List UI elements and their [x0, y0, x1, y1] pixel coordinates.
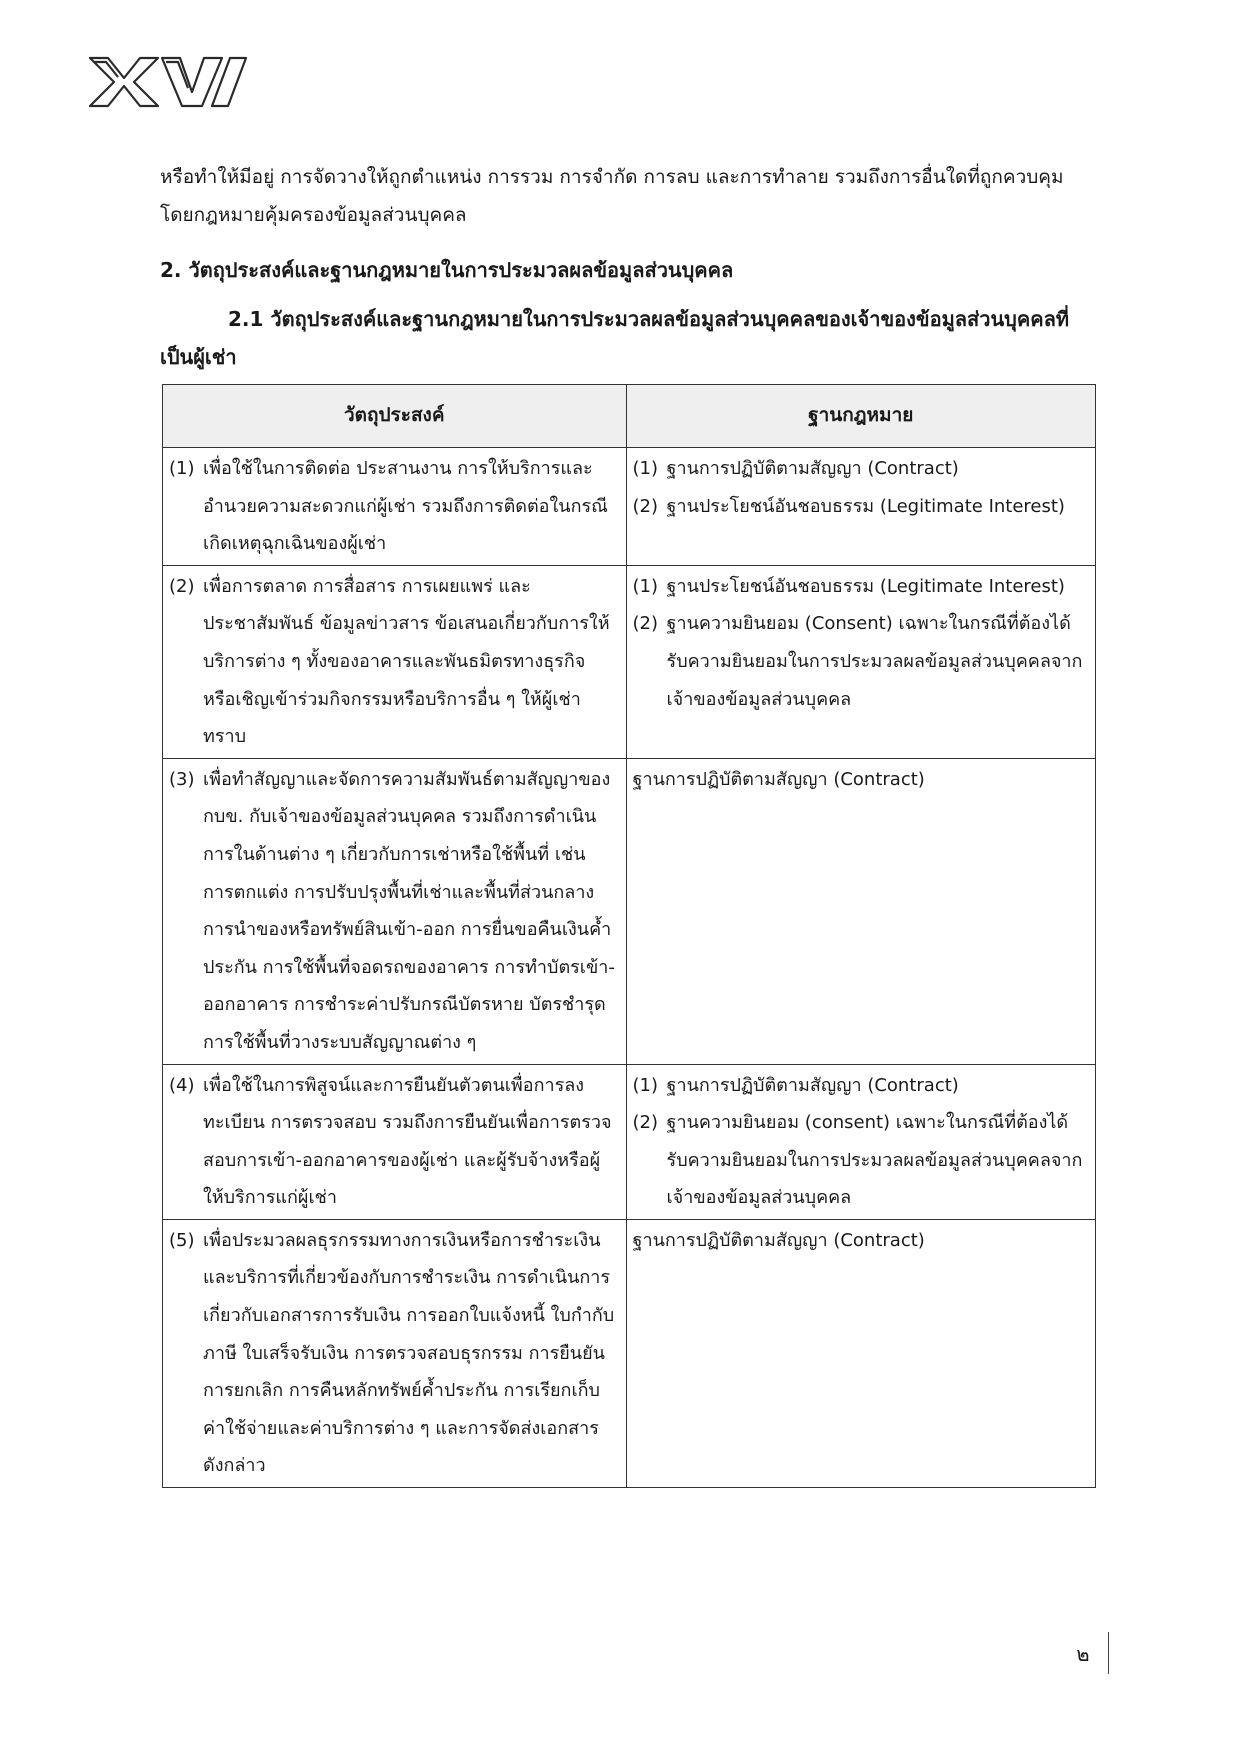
purpose-text: เพื่อการตลาด การสื่อสาร การเผยแพร่ และประชาสัมพันธ์ ข้อมูลข่าวสาร ข้อเสนอเกี่ยวกับการให้บริการต่าง ๆ ทั้งของอาคารและพันธมิตรทางธุรกิจ หรือเชิญเข้าร่วมกิจกรรมหรือบริการอื่น ๆ ให้ผู้เช่าทราบ	[203, 575, 610, 748]
legal-basis-item	[633, 1104, 1087, 1217]
legal-basis-item	[633, 568, 1087, 606]
legal-basis-item	[633, 450, 1087, 488]
purpose-cell	[163, 1064, 627, 1219]
page-number: ๒	[1076, 1642, 1090, 1666]
legal-basis-cell	[626, 565, 1095, 758]
purpose-number: (5)	[169, 1229, 195, 1251]
legal-basis-text: ฐานการปฏิบัติตามสัญญา (Contract)	[666, 1074, 959, 1096]
purpose-cell	[163, 448, 627, 566]
legal-basis-number: (1)	[632, 458, 659, 479]
purpose-number: (2)	[169, 575, 195, 597]
purpose-number: (4)	[169, 1074, 195, 1096]
purpose-number: (3)	[169, 768, 195, 790]
legal-basis-cell	[626, 1064, 1095, 1219]
purpose-text: เพื่อประมวลผลธุรกรรมทางการเงินหรือการชำระเงิน และบริการที่เกี่ยวข้องกับการชำระเงิน การดำเนินการเกี่ยวกับเอกสารการรับเงิน การออกใบแจ้งหนี้ ใบกำกับภาษี ใบเสร็จรับเงิน การตรวจสอบธุรกรรม การยืนยัน การยกเลิก การคืนหลักทรัพย์ค้ำประกัน การเรียกเก็บค่าใช้จ่ายและค่าบริการต่าง ๆ และการจัดส่งเอกสารดังกล่าว	[203, 1229, 615, 1477]
legal-basis-text: ฐานการปฏิบัติตามสัญญา (Contract)	[666, 458, 959, 479]
table-header-row	[163, 385, 1096, 448]
legal-basis-text: ฐานการปฏิบัติตามสัญญา (Contract)	[632, 1229, 925, 1251]
table-row	[163, 758, 1096, 1064]
legal-basis-number: (2)	[632, 495, 659, 517]
legal-basis-number: (2)	[632, 1112, 659, 1134]
legal-basis-text: ฐานประโยชน์อันชอบธรรม (Legitimate Interest)	[666, 495, 1065, 517]
sub-heading: 2.1 วัตถุประสงค์และฐานกฎหมายในการประมวลผลข้อมูลส่วนบุคคลของเจ้าของข้อมูลส่วนบุคคลที่เป็นผู้เช่า	[160, 307, 1070, 369]
purpose-cell	[163, 758, 627, 1064]
legal-basis-item	[633, 1222, 1087, 1260]
header-legal-basis: ฐานกฎหมาย	[626, 385, 1095, 448]
purpose-cell	[163, 1219, 627, 1487]
legal-basis-number: (1)	[632, 1074, 659, 1096]
table-row	[163, 1064, 1096, 1219]
section-heading: 2. วัตถุประสงค์และฐานกฎหมายในการประมวลผลข้อมูลส่วนบุคคล	[160, 258, 734, 282]
purposes-table	[162, 384, 1096, 1488]
purpose-text: เพื่อใช้ในการติดต่อ ประสานงาน การให้บริการและอำนวยความสะดวกแก่ผู้เช่า รวมถึงการติดต่อในกรณีเกิดเหตุฉุกเฉินของผู้เช่า	[203, 458, 608, 555]
purpose-number: (1)	[169, 458, 195, 479]
header-purpose: วัตถุประสงค์	[163, 385, 627, 448]
legal-basis-cell	[626, 1219, 1095, 1487]
intro-paragraph	[160, 158, 1100, 234]
legal-basis-item	[633, 605, 1087, 718]
table-row	[163, 1219, 1096, 1487]
legal-basis-cell	[626, 758, 1095, 1064]
legal-basis-item	[633, 1067, 1087, 1105]
purpose-cell	[163, 565, 627, 758]
legal-basis-text: ฐานความยินยอม (consent) เฉพาะในกรณีที่ต้องได้รับความยินยอมในการประมวลผลข้อมูลส่วนบุคคลจากเจ้าของข้อมูลส่วนบุคคล	[666, 1112, 1083, 1209]
purpose-text: เพื่อทำสัญญาและจัดการความสัมพันธ์ตามสัญญาของ กบข. กับเจ้าของข้อมูลส่วนบุคคล รวมถึงการดำเนินการในด้านต่าง ๆ เกี่ยวกับการเช่าหรือใช้พื้นที่ เช่น การตกแต่ง การปรับปรุงพื้นที่เช่าและพื้นที่ส่วนกลาง การนำของหรือทรัพย์สินเข้า-ออก การยื่นขอคืนเงินค้ำประกัน การใช้พื้นที่จอดรถของอาคาร การทำบัตรเข้า-ออกอาคาร การชำระค่าปรับกรณีบัตรหาย บัตรชำรุด การใช้พื้นที่วางระบบสัญญาณต่าง ๆ	[203, 768, 615, 1053]
legal-basis-text: ฐานความยินยอม (Consent) เฉพาะในกรณีที่ต้องได้รับความยินยอมในการประมวลผลข้อมูลส่วนบุคคลจากเจ้าของข้อมูลส่วนบุคคล	[666, 613, 1083, 710]
legal-basis-item	[633, 761, 1087, 799]
table-row	[163, 448, 1096, 566]
legal-basis-cell	[626, 448, 1095, 566]
intro-line-1: หรือทำให้มีอยู่ การจัดวางให้ถูกตำแหน่ง การรวม การจำกัด การลบ และการทำลาย รวมถึงการอื่นใดที่ถูกควบคุม	[160, 166, 1064, 188]
legal-basis-text: ฐานประโยชน์อันชอบธรรม (Legitimate Interest)	[666, 575, 1065, 597]
legal-basis-number: (1)	[632, 575, 659, 597]
legal-basis-number: (2)	[632, 613, 659, 635]
page-number-divider	[1108, 1632, 1109, 1674]
legal-basis-item	[633, 488, 1087, 526]
intro-line-2: โดยกฎหมายคุ้มครองข้อมูลส่วนบุคคล	[160, 204, 467, 226]
purpose-text: เพื่อใช้ในการพิสูจน์และการยืนยันตัวตนเพื่อการลงทะเบียน การตรวจสอบ รวมถึงการยืนยันเพื่อการตรวจสอบการเข้า-ออกอาคารของผู้เช่า และผู้รับจ้างหรือผู้ให้บริการแก่ผู้เช่า	[203, 1074, 612, 1209]
organization-logo	[88, 52, 248, 108]
table-row	[163, 565, 1096, 758]
legal-basis-text: ฐานการปฏิบัติตามสัญญา (Contract)	[632, 768, 925, 790]
